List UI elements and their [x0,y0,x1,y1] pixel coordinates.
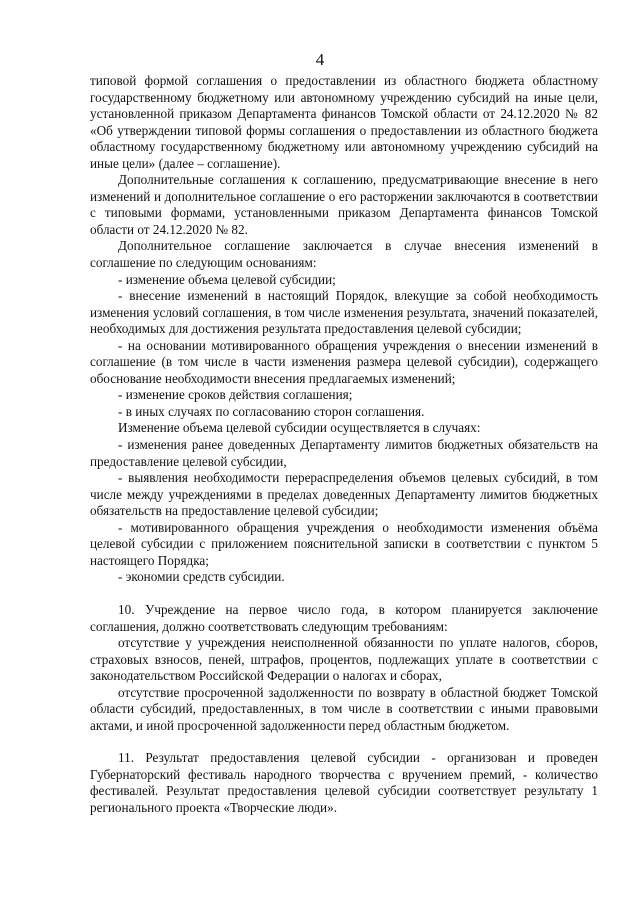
paragraph-soglashenie-intro: типовой формой соглашения о предоставлении из областного бюджета областному государственному бюджетному или автономному учреждению субсидий на иные цели, установленной приказом Департамента финансов Томской области от 24.12.2020 № 82 «Об утверждении типовой формы соглашения о предоставлении из областного бюджета областному государственному бюджетному или автономному учреждению субсидий на иные цели» (далее – соглашение). [90,73,598,171]
paragraph-section-11: 11. Результат предоставления целевой субсидии - организован и проведен Губернаторский фестиваль народного творчества с вручением премий, - количество фестивалей. Результат предоставления целевой субсидии соответствует результату 1 регионального проекта «Творческие люди». [90,750,598,815]
document-body [90,73,598,817]
list-item: - изменение сроков действия соглашения; [118,387,353,403]
paragraph-volume-change-cases: Изменение объема целевой субсидии осуществляется в случаях: [118,420,481,436]
paragraph-additional-agreements: Дополнительные соглашения к соглашению, предусматривающие внесение в него изменений и дополнительное соглашение о его расторжении заключаются в соответствии с типовыми формами, установленными приказом Департамента финансов Томской области от 24.12.2020 № 82. [90,172,598,237]
list-item: - в иных случаях по согласованию сторон соглашения. [118,403,425,419]
list-item: - изменения ранее доведенных Департаменту лимитов бюджетных обязательств на предоставление целевой субсидии, [90,437,598,469]
section-spacer [90,734,598,750]
paragraph-requirement-no-overdue-debt: отсутствие просроченной задолженности по возврату в областной бюджет Томской области субсидий, предоставленных, в том числе в соответствии с иными правовыми актами, и иной просроченной задолженности перед областным бюджетом. [90,684,598,733]
paragraph-requirement-no-tax-debt: отсутствие у учреждения неисполненной обязанности по уплате налогов, сборов, страховых взносов, пеней, штрафов, процентов, подлежащих уплате в соответствии с законодательством Российской Федерации о налогах и сборах, [90,635,598,684]
paragraph-section-10: 10. Учреждение на первое число года, в котором планируется заключение соглашения, должно соответствовать следующим требованиям: [90,601,598,634]
list-item: - мотивированного обращения учреждения о необходимости изменения объёма целевой субсидии с приложением пояснительной записки в соответствии с пунктом 5 настоящего Порядка; [90,519,598,568]
page-number: 4 [315,50,325,69]
list-item: - выявления необходимости перераспределения объемов целевых субсидий, в том числе между учреждениями в пределах доведенных Департаменту лимитов бюджетных обязательств на предоставление целевой субсидии; [90,470,598,519]
section-spacer [90,586,598,602]
paragraph-additional-agreement-grounds: Дополнительное соглашение заключается в случае внесения изменений в соглашение по следующим основаниям: [90,238,598,271]
list-item: - экономии средств субсидии. [118,569,285,585]
list-item: - внесение изменений в настоящий Порядок, влекущие за собой необходимость изменения условий соглашения, в том числе изменения результата, значений показателей, необходимых для достижения результата предоставления целевой субсидии; [90,288,598,337]
list-item: - изменение объема целевой субсидии; [118,271,336,287]
list-item: - на основании мотивированного обращения учреждения о внесении изменений в соглашение (в том числе в части изменения размера целевой субсидии), содержащего обоснование необходимости внесения предлагаемых изменений; [90,337,598,386]
